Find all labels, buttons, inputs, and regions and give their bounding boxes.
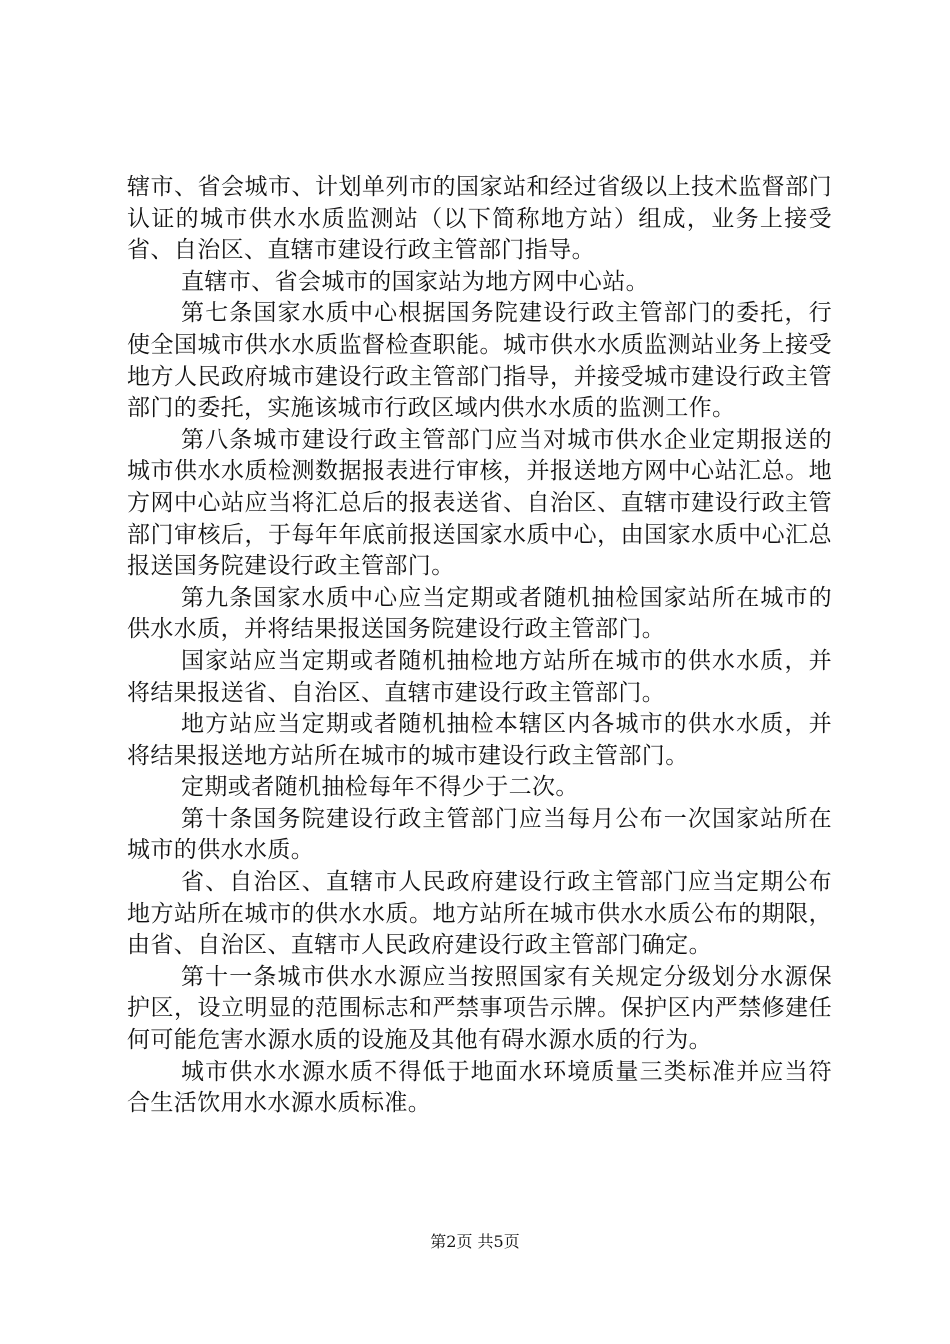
paragraph: 省、自治区、直辖市人民政府建设行政主管部门应当定期公布地方站所在城市的供水水质。地方站所在城市供水水质公布的期限，由省、自治区、直辖市人民政府建设行政主管部门确定。 <box>127 869 832 959</box>
paragraph: 国家站应当定期或者随机抽检地方站所在城市的供水水质，并将结果报送省、自治区、直辖市建设行政主管部门。 <box>127 647 832 706</box>
paragraph: 地方站应当定期或者随机抽检本辖区内各城市的供水水质，并将结果报送地方站所在城市的城市建设行政主管部门。 <box>127 711 832 769</box>
paragraph: 第十条国务院建设行政主管部门应当每月公布一次国家站所在城市的供水水质。 <box>127 805 832 864</box>
paragraph: 城市供水水源水质不得低于地面水环境质量三类标准并应当符合生活饮用水水源水质标准。 <box>127 1058 832 1117</box>
paragraph: 第十一条城市供水水源应当按照国家有关规定分级划分水源保护区，设立明显的范围标志和严禁事项告示牌。保护区内严禁修建任何可能危害水源水质的设施及其他有碍水源水质的行为。 <box>127 963 832 1054</box>
paragraph: 辖市、省会城市、计划单列市的国家站和经过省级以上技术监督部门认证的城市供水水质监测站（以下简称地方站）组成，业务上接受省、自治区、直辖市建设行政主管部门指导。 <box>127 174 832 264</box>
paragraph: 第七条国家水质中心根据国务院建设行政主管部门的委托，行使全国城市供水水质监督检查职能。城市供水水质监测站业务上接受地方人民政府城市建设行政主管部门指导，并接受城市建设行政主管部门的委托，实施该城市行政区域内供水水质的监测工作。 <box>127 300 832 422</box>
document-body <box>127 172 832 1120</box>
paragraph: 第九条国家水质中心应当定期或者随机抽检国家站所在城市的供水水质，并将结果报送国务院建设行政主管部门。 <box>127 584 832 643</box>
paragraph: 第八条城市建设行政主管部门应当对城市供水企业定期报送的城市供水水质检测数据报表进行审核，并报送地方网中心站汇总。地方网中心站应当将汇总后的报表送省、自治区、直辖市建设行政主管部门审核后，于每年年底前报送国家水质中心，由国家水质中心汇总报送国务院建设行政主管部门。 <box>127 426 832 580</box>
paragraph: 定期或者随机抽检每年不得少于二次。 <box>181 774 579 801</box>
paragraph: 直辖市、省会城市的国家站为地方网中心站。 <box>181 268 649 295</box>
page-number-footer: 第2页 共5页 <box>430 1232 520 1251</box>
